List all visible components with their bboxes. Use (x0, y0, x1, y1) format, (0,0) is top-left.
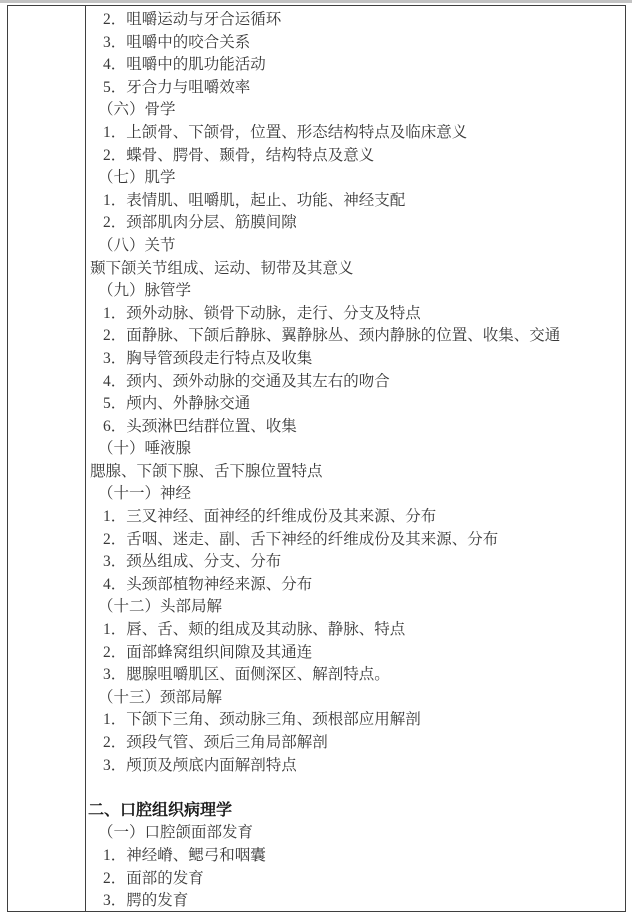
text-line (86, 732, 625, 755)
table-content-cell (86, 6, 625, 911)
text-line (86, 32, 625, 55)
text-line (86, 800, 625, 823)
text-line (86, 99, 625, 122)
text-line-content: 1．下颌下三角、颈动脉三角、颈根部应用解剖 (103, 711, 421, 729)
text-line-content: 1．唇、舌、颊的组成及其动脉、静脉、特点 (103, 621, 406, 639)
text-line-content: （十一）神经 (98, 485, 192, 503)
text-line-content: 4．颈内、颈外动脉的交通及其左右的吻合 (103, 372, 390, 390)
text-line (86, 325, 625, 348)
text-line (86, 145, 625, 168)
text-line-content: （十）唾液腺 (98, 440, 192, 458)
text-line-content: 腮腺、下颌下腺、舌下腺位置特点 (90, 462, 323, 480)
text-line-content: 2．颈段气管、颈后三角局部解剖 (103, 734, 328, 751)
text-line (86, 664, 625, 687)
text-line-content: （六）骨学 (98, 101, 176, 119)
text-line (86, 258, 625, 281)
text-line (86, 280, 625, 303)
text-line (86, 506, 625, 529)
text-line-content: 4．头颈部植物神经来源、分布 (103, 575, 313, 593)
text-line-content: 二、口腔组织病理学 (88, 801, 233, 819)
text-line (86, 461, 625, 484)
text-line (86, 122, 625, 145)
text-line-content: 5．颅内、外静脉交通 (103, 395, 251, 413)
text-line-content: 3．腭的发育 (103, 892, 189, 910)
text-line (86, 54, 625, 77)
text-line-content: （十二）头部局解 (98, 598, 223, 616)
text-line-content: （九）脉管学 (98, 282, 192, 300)
text-line (86, 348, 625, 371)
text-line (86, 777, 625, 800)
text-line (86, 551, 625, 574)
text-line (86, 868, 625, 891)
text-line (86, 709, 625, 732)
text-line-content: （八）关节 (98, 236, 176, 254)
text-line (86, 9, 625, 32)
text-line (86, 167, 625, 190)
text-line (86, 303, 625, 326)
text-line (86, 642, 625, 665)
text-line-content: 2．蝶骨、腭骨、颞骨，结构特点及意义 (103, 146, 375, 164)
text-line (86, 212, 625, 235)
text-line (86, 483, 625, 506)
text-line (86, 529, 625, 552)
text-line-content: 颞下颌关节组成、运动、韧带及其意义 (90, 259, 354, 277)
text-line-content: 3．咀嚼中的咬合关系 (103, 33, 251, 51)
text-line (86, 393, 625, 416)
text-line (86, 77, 625, 100)
text-line-content: 4．咀嚼中的肌功能活动 (103, 56, 266, 74)
page-top-edge (0, 0, 632, 3)
text-line (86, 890, 625, 911)
text-line-content: 1．上颌骨、下颌骨，位置、形态结构特点及临床意义 (103, 123, 468, 141)
text-line-content: 1．表情肌、咀嚼肌，起止、功能、神经支配 (103, 191, 406, 209)
text-line-content: 3．腮腺咀嚼肌区、面侧深区、解剖特点。 (103, 666, 390, 684)
text-line-content: 5．牙合力与咀嚼效率 (103, 78, 251, 96)
text-line-content: （七）肌学 (98, 169, 176, 187)
syllabus-table (7, 5, 626, 912)
text-line-content: （一）口腔颌面部发育 (98, 824, 254, 842)
text-line-content: 6．头颈淋巴结群位置、收集 (103, 417, 297, 435)
text-line (86, 619, 625, 642)
text-line-content: 1．神经嵴、鳃弓和咽囊 (103, 846, 266, 864)
text-line-content: 1．颈外动脉、锁骨下动脉，走行、分支及特点 (103, 304, 421, 322)
text-line-content (86, 779, 90, 796)
text-line-content: 1．三叉神经、面神经的纤维成份及其来源、分布 (103, 508, 437, 526)
text-line (86, 371, 625, 394)
text-line (86, 416, 625, 439)
text-line-content: 2．面部的发育 (103, 869, 204, 887)
text-line-content: 3．胸导管颈段走行特点及收集 (103, 349, 313, 367)
text-line (86, 235, 625, 258)
text-line-content: 2．面静脉、下颌后静脉、翼静脉丛、颈内静脉的位置、收集、交通 (103, 327, 561, 345)
table-left-column-cell (8, 6, 86, 911)
text-line-content: 3．颅顶及颅底内面解剖特点 (103, 756, 297, 774)
text-line-content: 2．舌咽、迷走、副、舌下神经的纤维成份及其来源、分布 (103, 530, 499, 548)
text-line (86, 190, 625, 213)
text-line (86, 755, 625, 778)
text-line-content: 3．颈丛组成、分支、分布 (103, 553, 282, 571)
text-line (86, 596, 625, 619)
text-line-content: 2．颈部肌肉分层、筋膜间隙 (103, 214, 297, 232)
text-line-content: 2．面部蜂窝组织间隙及其通连 (103, 643, 313, 661)
text-line (86, 574, 625, 597)
text-line-content: （十三）颈部局解 (98, 688, 223, 706)
text-line (86, 845, 625, 868)
text-line (86, 822, 625, 845)
text-line-content: 2．咀嚼运动与牙合运循环 (103, 11, 282, 28)
text-line (86, 438, 625, 461)
text-line (86, 687, 625, 710)
